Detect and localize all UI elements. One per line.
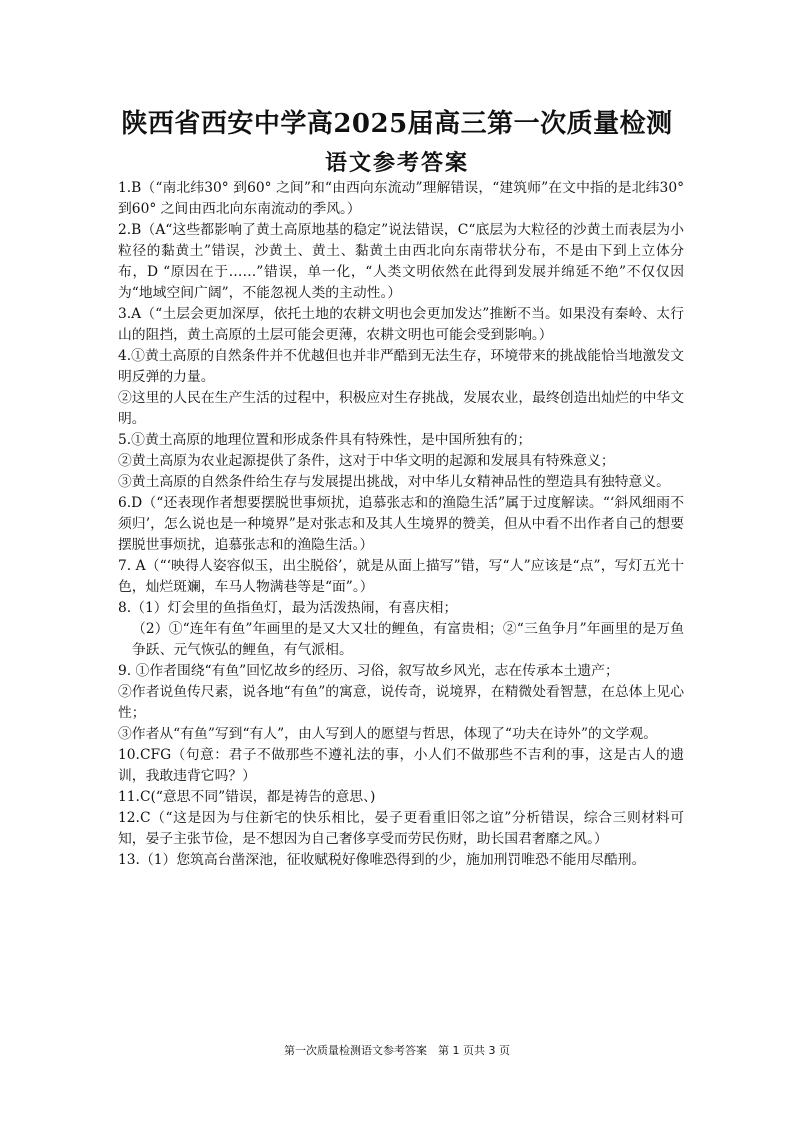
- answer-q4-point1: 4.①黄土高原的自然条件并不优越但也并非严酷到无法生存，环境带来的挑战能恰当地激发文明反弹的力量。: [118, 348, 684, 385]
- answer-q2: 2.B（A“这些都影响了黄土高原地基的稳定”说法错误，C“底层为大粒径的沙黄土而表层为小粒径的黏黄土”错误，沙黄土、黄土、黏黄土由西北向东南带状分布，不是由下到上立体分布，D “原因在于……”错误，单一化，“人类文明依然在此得到发展并绵延不绝”不仅仅因为“地域空间广阔”，不能忽视人类的主动性。）: [118, 222, 684, 301]
- answer-q6: 6.D（“还表现作者想要摆脱世事烦扰，追慕张志和的渔隐生活”属于过度解读。“‘斜风细雨不须归’，怎么说也是一种境界”是对张志和及其人生境界的赞美，但从中看不出作者自己的想要摆脱世事烦扰，追慕张志和的渔隐生活。）: [118, 495, 684, 553]
- answer-body: [118, 178, 684, 871]
- answer-q3: 3.A（“土层会更加深厚，依托土地的农耕文明也会更加发达”推断不当。如果没有秦岭、太行山的阻挡，黄土高原的土层可能会更薄，农耕文明也可能会受到影响。）: [118, 306, 684, 343]
- answer-q13: 13.（1）您筑高台凿深池，征收赋税好像唯恐得到的少，施加刑罚唯恐不能用尽酷刑。: [118, 852, 646, 868]
- answer-q4-point2: ②这里的人民在生产生活的过程中，积极应对生存挑战，发展农业，最终创造出灿烂的中华文明。: [118, 390, 684, 427]
- answer-q11: 11.C(“意思不同”错误，都是祷告的意思、): [118, 789, 376, 805]
- answer-q9-point2: ②作者说鱼传尺素，说各地“有鱼”的寓意，说传奇，说境界，在精微处看智慧，在总体上见心性；: [118, 684, 684, 721]
- page-footer: 第一次质量检测语文参考答案 第 1 页共 3 页: [284, 1044, 510, 1057]
- answer-q12: 12.C（“这是因为与住新宅的快乐相比，晏子更看重旧邻之谊”分析错误，综合三则材料可知，晏子主张节俭，是不想因为自己奢侈享受而劳民伤财，助长国君奢靡之风。）: [118, 810, 684, 847]
- answer-q5-point1: 5.①黄土高原的地理位置和形成条件具有特殊性，是中国所独有的；: [118, 432, 532, 448]
- answer-q10: 10.CFG（句意：君子不做那些不遵礼法的事，小人们不做那些不吉利的事，这是古人的遗训，我敢违背它吗？）: [118, 747, 684, 784]
- answer-q8-part2: （2）①“连年有鱼”年画里的是又大又壮的鲤鱼，有富贵相；②“三鱼争月”年画里的是万鱼争跃、元气恢弘的鲤鱼，有气派相。: [132, 621, 684, 658]
- answer-q1: 1.B（“南北纬30° 到60° 之间”和“由西向东流动”理解错误，“建筑师”在文中指的是北纬30° 到60° 之间由西北向东南流动的季风。）: [118, 180, 684, 217]
- answer-q5-point2: ②黄土高原为农业起源提供了条件，这对于中华文明的起源和发展具有特殊意义；: [118, 453, 615, 469]
- answer-q9-point1: 9. ①作者围绕“有鱼”回忆故乡的经历、习俗，叙写故乡风光，志在传承本土遗产；: [118, 663, 619, 679]
- answer-q9-point3: ③作者从“有鱼”写到“有人”，由人写到人的愿望与哲思，体现了“功夫在诗外”的文学观。: [118, 726, 658, 742]
- answer-q7: 7. A（“‘映得人姿容似玉，出尘脱俗’，就是从面上描写”错，写“人”应该是“点”，写灯五光十色，灿烂斑斓，车马人物满巷等是“面”。）: [118, 558, 684, 595]
- answer-q8-part1: 8.（1）灯会里的鱼指鱼灯，最为活泼热闹，有喜庆相；: [118, 600, 458, 616]
- answer-q5-point3: ③黄土高原的自然条件给生存与发展提出挑战，对中华儿女精神品性的塑造具有独特意义。: [118, 474, 670, 490]
- document-title: 陕西省西安中学高2025届高三第一次质量检测: [121, 109, 673, 139]
- document-subtitle: 语文参考答案: [324, 150, 469, 176]
